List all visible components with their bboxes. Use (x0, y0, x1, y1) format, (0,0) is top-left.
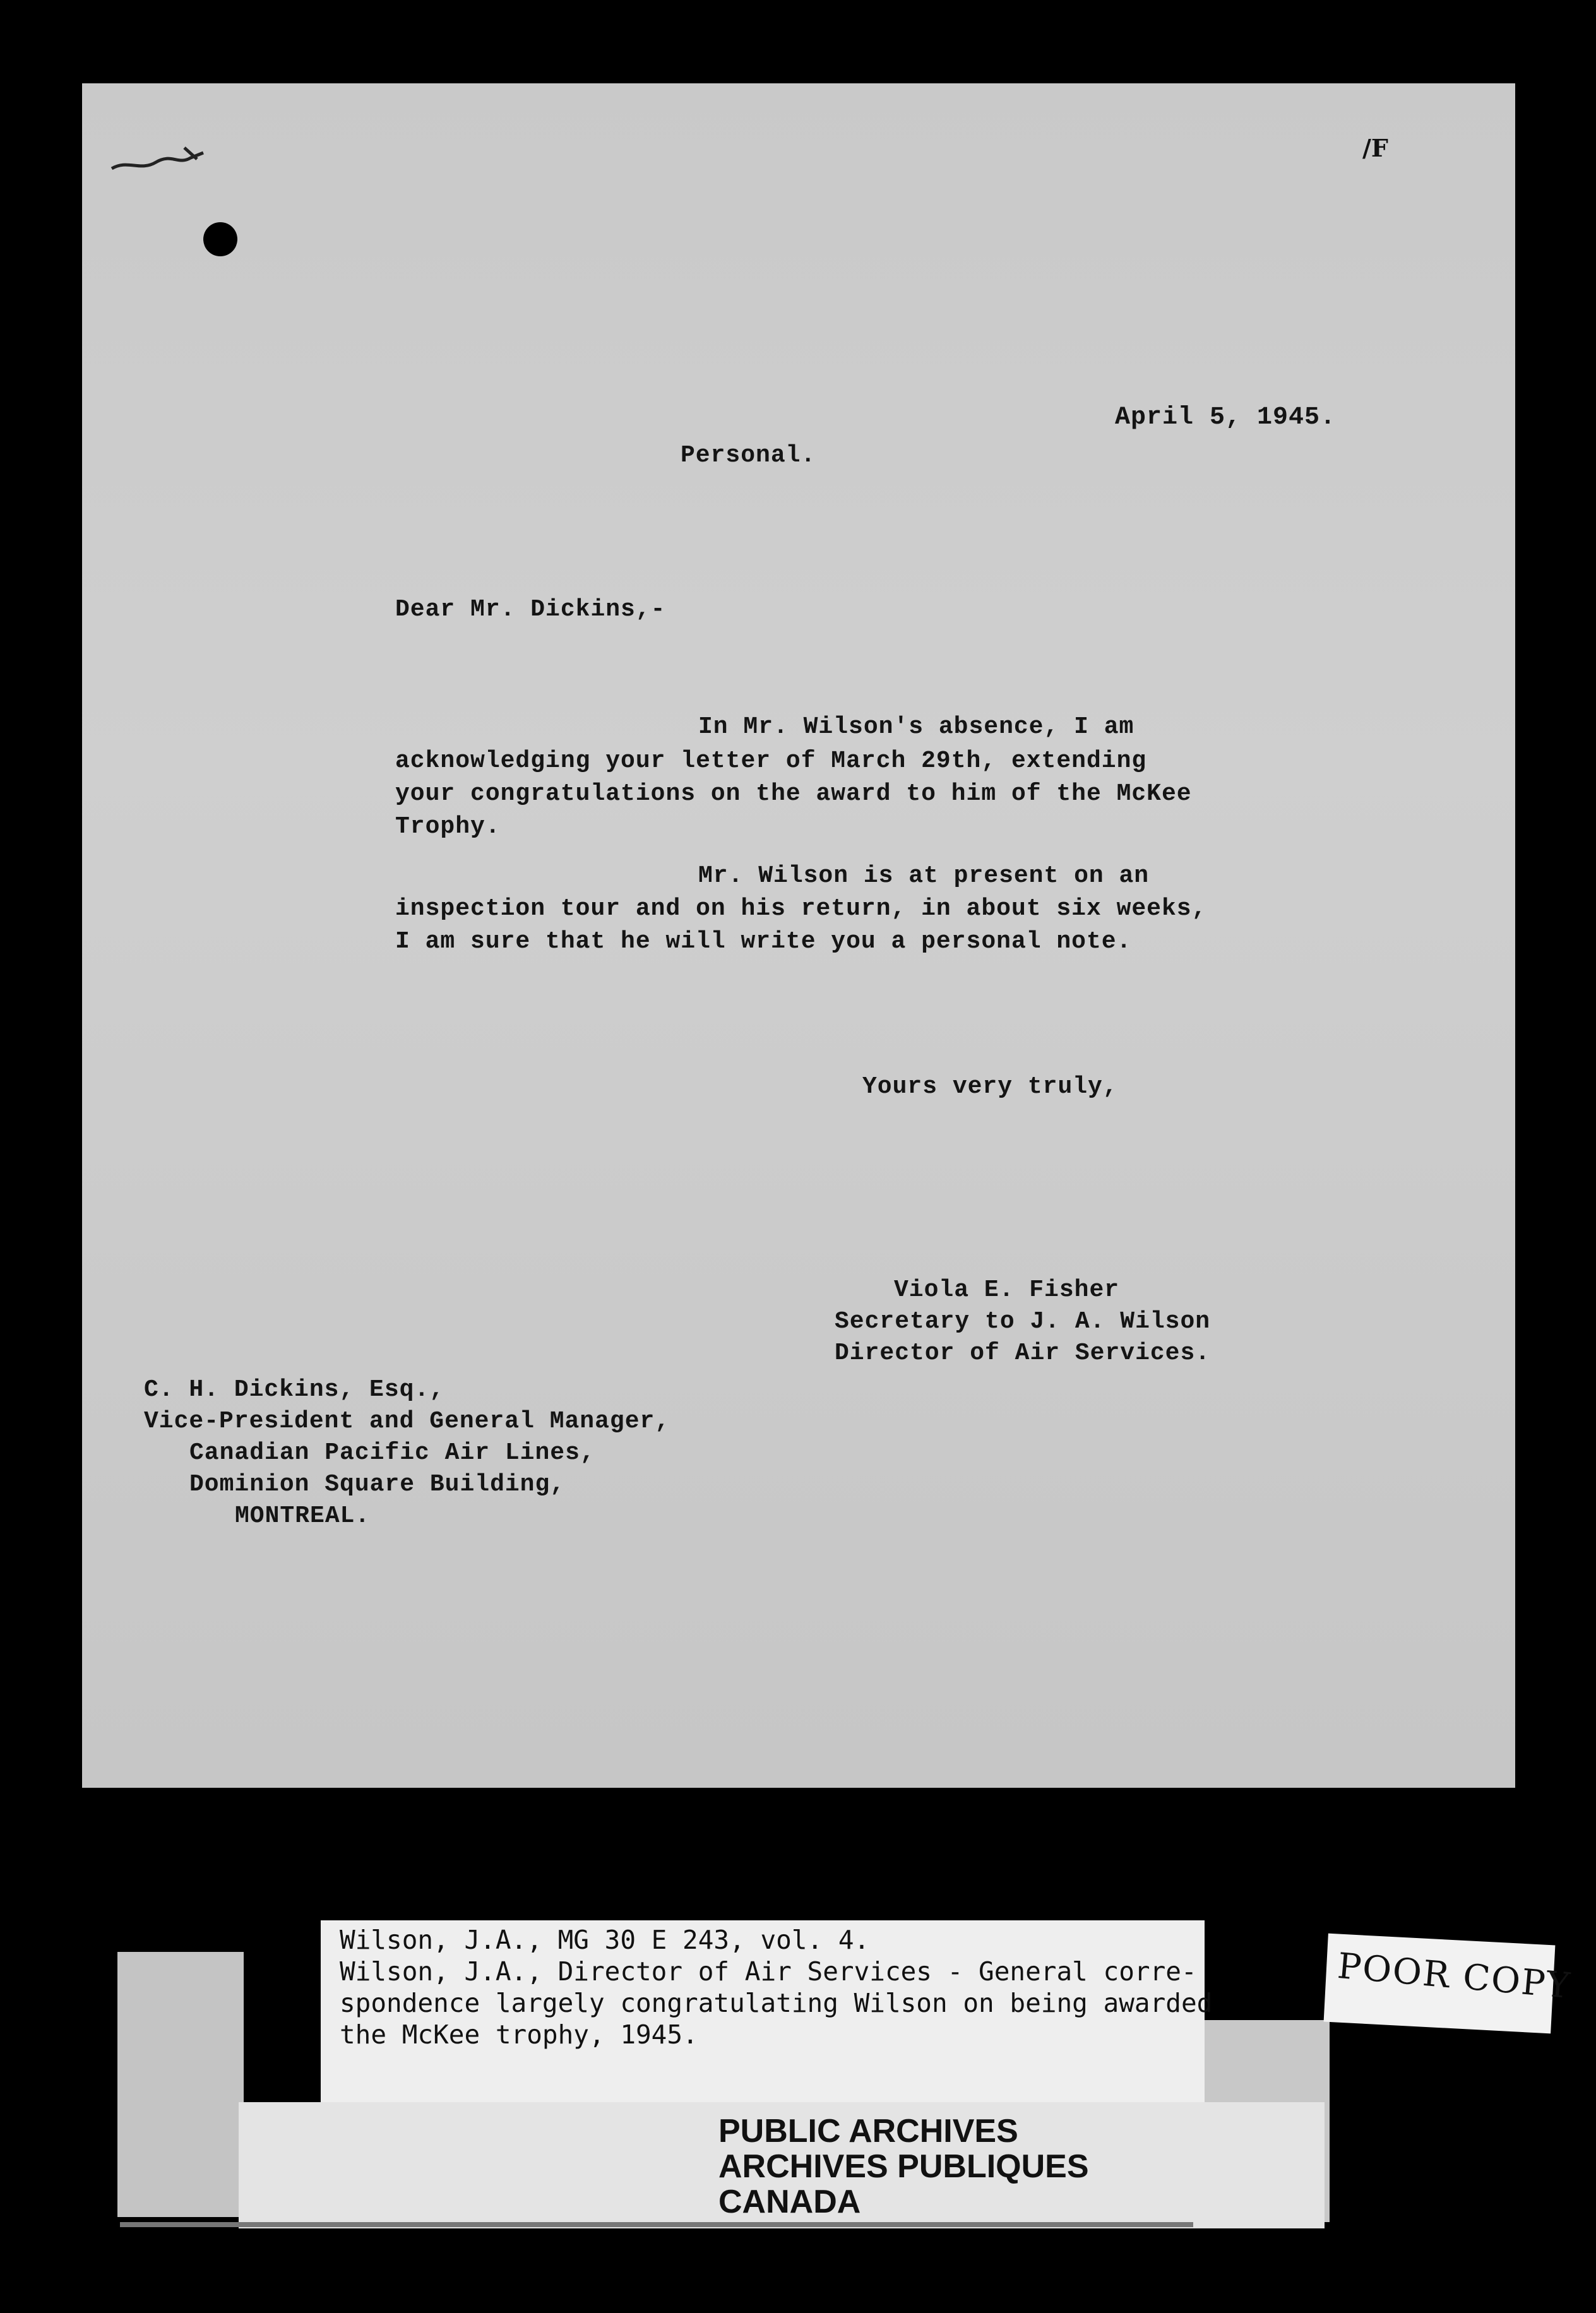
addressee-line: Canadian Pacific Air Lines, (189, 1439, 595, 1466)
paragraph2-line: inspection tour and on his return, in about six weeks, (395, 895, 1207, 922)
paragraph1-line: your congratulations on the award to him of the McKee (395, 780, 1192, 807)
archive-label-line: spondence largely congratulating Wilson on being awarded (340, 1988, 1213, 2018)
stamp-edge (120, 2222, 1193, 2227)
pen-scribble (109, 140, 210, 178)
signature-title: Secretary to J. A. Wilson (835, 1308, 1211, 1335)
letter-date: April 5, 1945. (1115, 403, 1337, 432)
tape-left (117, 1952, 244, 2217)
paragraph1-line: In Mr. Wilson's absence, I am (698, 713, 1134, 740)
letter-marking: Personal. (681, 442, 816, 469)
paragraph2-line: Mr. Wilson is at present on an (698, 862, 1150, 889)
paragraph1-line: acknowledging your letter of March 29th, extending (395, 747, 1147, 775)
addressee-line: Dominion Square Building, (189, 1471, 566, 1498)
paragraph2-line: I am sure that he will write you a personal note. (395, 928, 1132, 955)
addressee-line: MONTREAL. (235, 1502, 371, 1530)
archive-label-line: Wilson, J.A., MG 30 E 243, vol. 4. (340, 1925, 870, 1955)
closing: Yours very truly, (862, 1073, 1118, 1100)
archive-label-text (340, 1924, 1212, 2050)
punch-hole (203, 222, 237, 256)
poor-copy-text: POOR COPY (1335, 1945, 1573, 2007)
page-mark: /F (1362, 134, 1388, 162)
addressee-line: Vice-President and General Manager, (144, 1408, 670, 1435)
paragraph1-line: Trophy. (395, 813, 501, 840)
salutation: Dear Mr. Dickins,- (395, 596, 666, 623)
archive-label-line: Wilson, J.A., Director of Air Services - General corre- (340, 1956, 1197, 1987)
signature-department: Director of Air Services. (835, 1340, 1211, 1367)
archive-label-line: the McKee trophy, 1945. (340, 2019, 698, 2050)
addressee-line: C. H. Dickins, Esq., (144, 1376, 445, 1403)
signature-name: Viola E. Fisher (894, 1276, 1120, 1304)
